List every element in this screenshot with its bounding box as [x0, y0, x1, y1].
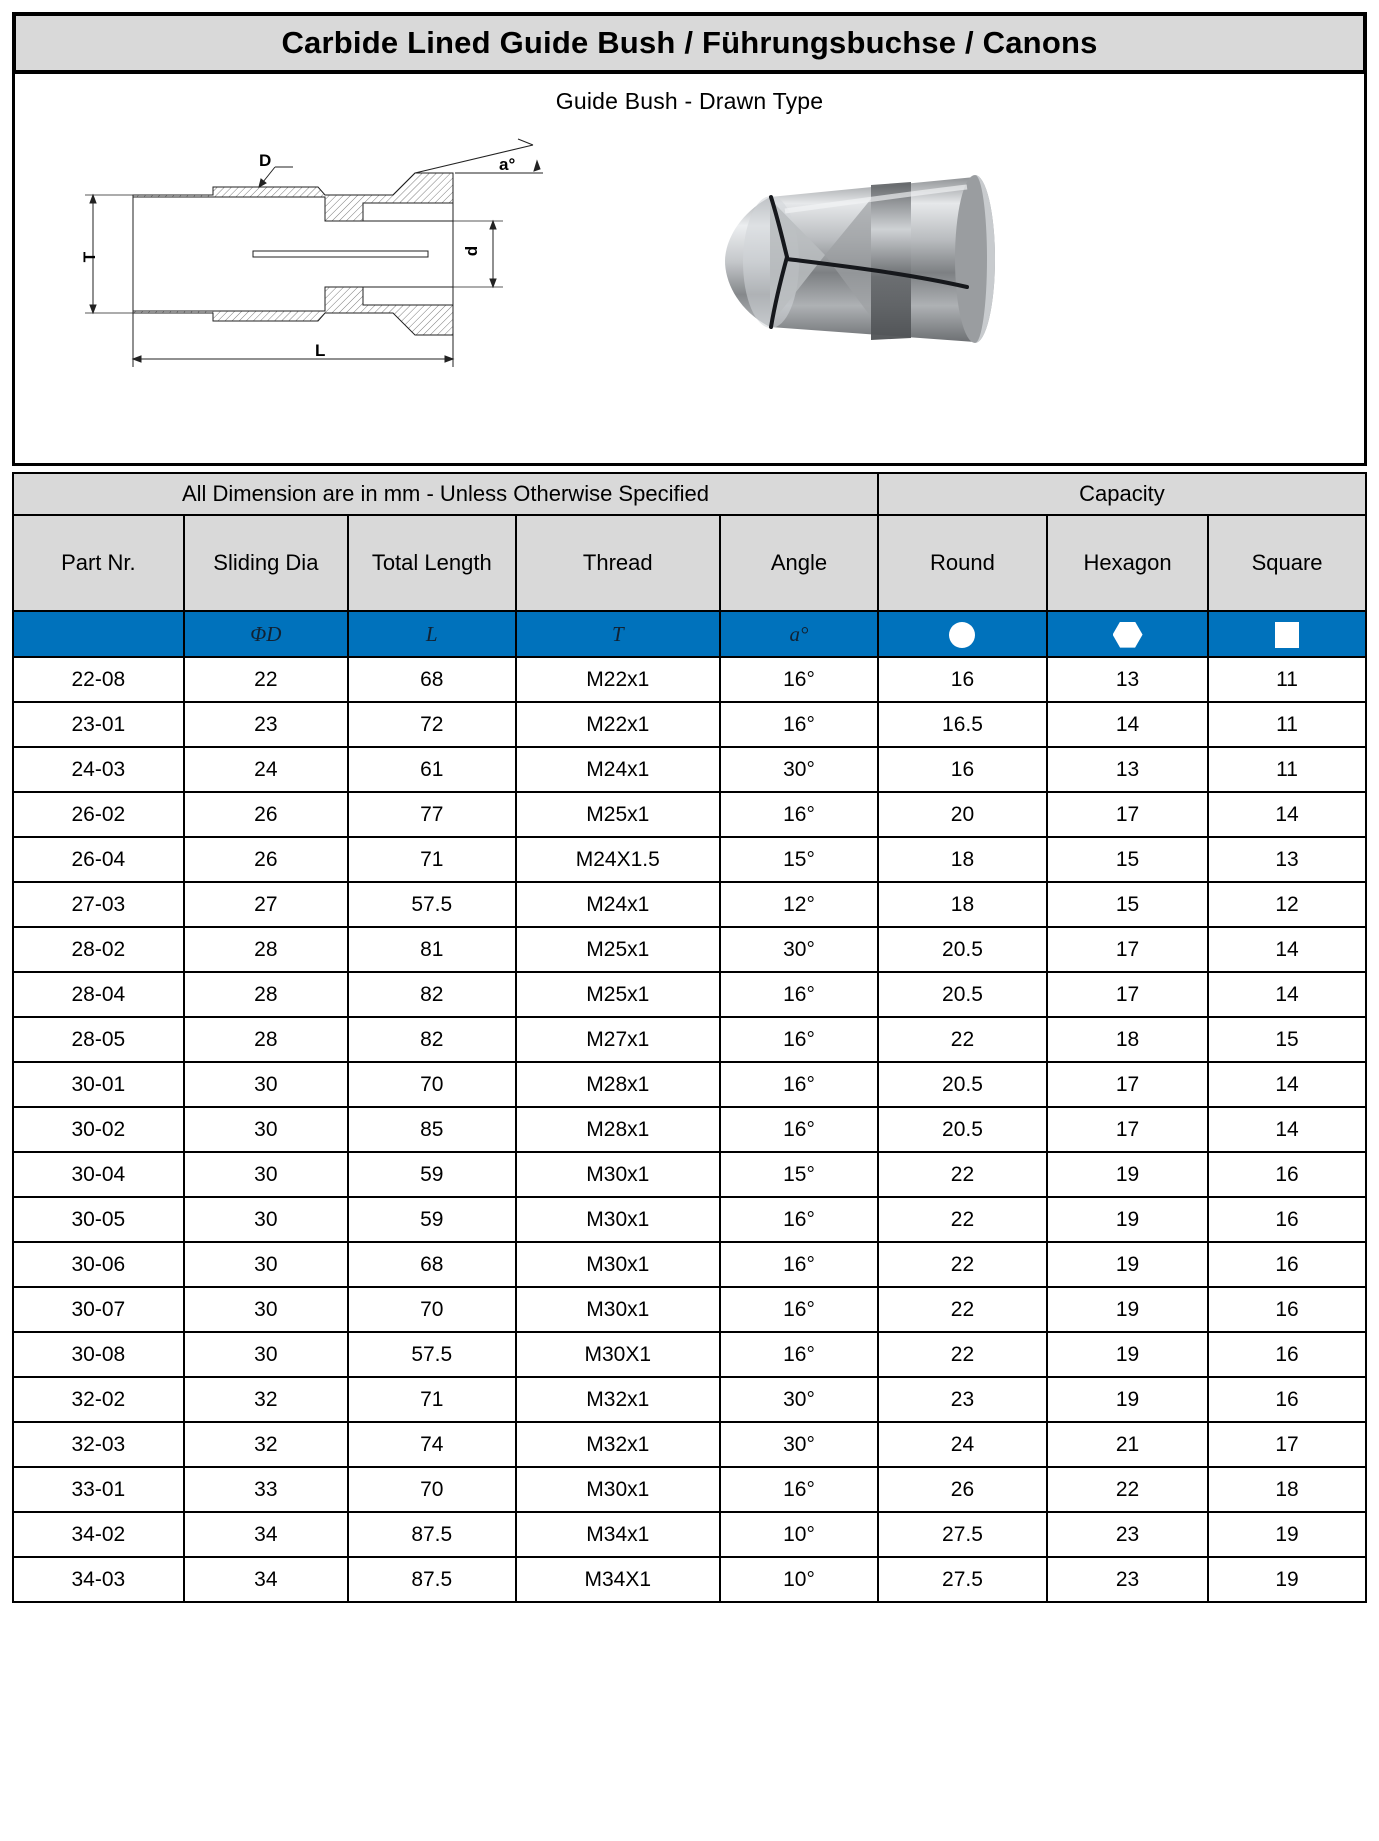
cell-part-nr: 32-03 — [13, 1422, 184, 1467]
cell-hexagon: 15 — [1047, 837, 1208, 882]
cell-sliding-dia: 32 — [184, 1377, 348, 1422]
figure-panel — [12, 74, 1367, 466]
cell-angle: 16° — [720, 972, 878, 1017]
cell-thread: M25x1 — [516, 927, 721, 972]
cell-total-length: 57.5 — [348, 1332, 516, 1377]
cell-total-length: 68 — [348, 1242, 516, 1287]
cell-hexagon: 18 — [1047, 1017, 1208, 1062]
label-L: L — [315, 341, 326, 360]
symbol-part — [13, 611, 184, 657]
cell-hexagon: 19 — [1047, 1152, 1208, 1197]
page-title: Carbide Lined Guide Bush / Führungsbuchse / Canons — [281, 25, 1098, 60]
cell-part-nr: 26-04 — [13, 837, 184, 882]
figure-body — [15, 115, 1364, 415]
cell-total-length: 59 — [348, 1197, 516, 1242]
table-row — [13, 1287, 1366, 1332]
table-group-header-row — [13, 473, 1366, 515]
table-row — [13, 1107, 1366, 1152]
cell-thread: M30x1 — [516, 1152, 721, 1197]
cell-total-length: 70 — [348, 1287, 516, 1332]
cell-part-nr: 28-04 — [13, 972, 184, 1017]
cell-angle: 16° — [720, 1242, 878, 1287]
symbol-round — [878, 611, 1047, 657]
cell-sliding-dia: 34 — [184, 1557, 348, 1602]
cell-thread: M30X1 — [516, 1332, 721, 1377]
table-row — [13, 1197, 1366, 1242]
cell-thread: M25x1 — [516, 792, 721, 837]
group-header-capacity: Capacity — [878, 473, 1366, 515]
cell-hexagon: 23 — [1047, 1557, 1208, 1602]
cell-sliding-dia: 28 — [184, 972, 348, 1017]
cell-round: 16 — [878, 657, 1047, 702]
cell-hexagon: 17 — [1047, 1062, 1208, 1107]
cell-thread: M30x1 — [516, 1467, 721, 1512]
hexagon-icon — [1113, 622, 1143, 648]
column-header-square: Square — [1208, 515, 1366, 611]
cell-total-length: 68 — [348, 657, 516, 702]
table-row — [13, 702, 1366, 747]
cell-square: 17 — [1208, 1422, 1366, 1467]
cell-hexagon: 17 — [1047, 792, 1208, 837]
table-row — [13, 792, 1366, 837]
square-icon — [1275, 622, 1299, 648]
table-row — [13, 1557, 1366, 1602]
cell-angle: 30° — [720, 1377, 878, 1422]
cell-angle: 16° — [720, 1287, 878, 1332]
cell-part-nr: 28-05 — [13, 1017, 184, 1062]
cell-part-nr: 33-01 — [13, 1467, 184, 1512]
cell-angle: 16° — [720, 1197, 878, 1242]
table-body — [13, 657, 1366, 1602]
cell-thread: M22x1 — [516, 702, 721, 747]
cell-sliding-dia: 33 — [184, 1467, 348, 1512]
cell-square: 11 — [1208, 702, 1366, 747]
cell-part-nr: 34-02 — [13, 1512, 184, 1557]
cell-total-length: 71 — [348, 1377, 516, 1422]
cell-hexagon: 22 — [1047, 1467, 1208, 1512]
cell-round: 22 — [878, 1017, 1047, 1062]
table-row — [13, 927, 1366, 972]
column-header-sliding-dia: Sliding Dia — [184, 515, 348, 611]
table-row — [13, 972, 1366, 1017]
cell-thread: M25x1 — [516, 972, 721, 1017]
cell-thread: M22x1 — [516, 657, 721, 702]
cell-round: 22 — [878, 1287, 1047, 1332]
cell-sliding-dia: 23 — [184, 702, 348, 747]
cell-round: 16.5 — [878, 702, 1047, 747]
cell-square: 19 — [1208, 1557, 1366, 1602]
cell-thread: M34x1 — [516, 1512, 721, 1557]
table-column-header-row — [13, 515, 1366, 611]
cell-round: 18 — [878, 837, 1047, 882]
cell-angle: 16° — [720, 1332, 878, 1377]
cell-square: 13 — [1208, 837, 1366, 882]
label-angle: a° — [499, 155, 516, 174]
cell-part-nr: 27-03 — [13, 882, 184, 927]
cell-thread: M32x1 — [516, 1377, 721, 1422]
cell-angle: 15° — [720, 1152, 878, 1197]
cell-round: 18 — [878, 882, 1047, 927]
cell-hexagon: 19 — [1047, 1197, 1208, 1242]
guide-bush-photo — [675, 137, 1065, 387]
cell-angle: 16° — [720, 702, 878, 747]
cell-hexagon: 17 — [1047, 972, 1208, 1017]
cell-sliding-dia: 27 — [184, 882, 348, 927]
cell-round: 26 — [878, 1467, 1047, 1512]
table-row — [13, 1332, 1366, 1377]
cell-part-nr: 30-02 — [13, 1107, 184, 1152]
cell-angle: 10° — [720, 1557, 878, 1602]
cell-thread: M28x1 — [516, 1107, 721, 1152]
cell-sliding-dia: 28 — [184, 927, 348, 972]
table-row — [13, 837, 1366, 882]
cell-hexagon: 23 — [1047, 1512, 1208, 1557]
cell-round: 20.5 — [878, 972, 1047, 1017]
cell-angle: 16° — [720, 792, 878, 837]
cell-square: 14 — [1208, 1107, 1366, 1152]
table-row — [13, 1242, 1366, 1287]
cell-thread: M30x1 — [516, 1242, 721, 1287]
cell-hexagon: 21 — [1047, 1422, 1208, 1467]
cell-sliding-dia: 26 — [184, 792, 348, 837]
cell-hexagon: 19 — [1047, 1377, 1208, 1422]
table-row — [13, 1377, 1366, 1422]
cell-round: 27.5 — [878, 1512, 1047, 1557]
symbol-hexagon — [1047, 611, 1208, 657]
cell-thread: M32x1 — [516, 1422, 721, 1467]
cell-thread: M34X1 — [516, 1557, 721, 1602]
cell-part-nr: 30-08 — [13, 1332, 184, 1377]
symbol-angle: a° — [720, 611, 878, 657]
column-header-total-length: Total Length — [348, 515, 516, 611]
title-banner — [12, 12, 1367, 74]
cell-thread: M24X1.5 — [516, 837, 721, 882]
symbol-sliding-dia: ΦD — [184, 611, 348, 657]
cell-round: 22 — [878, 1332, 1047, 1377]
cell-thread: M27x1 — [516, 1017, 721, 1062]
cell-part-nr: 30-07 — [13, 1287, 184, 1332]
cell-square: 11 — [1208, 657, 1366, 702]
cell-square: 19 — [1208, 1512, 1366, 1557]
cell-total-length: 82 — [348, 1017, 516, 1062]
cell-total-length: 70 — [348, 1467, 516, 1512]
cell-angle: 15° — [720, 837, 878, 882]
cell-sliding-dia: 30 — [184, 1062, 348, 1107]
cell-square: 15 — [1208, 1017, 1366, 1062]
cell-hexagon: 19 — [1047, 1287, 1208, 1332]
label-T: T — [80, 251, 100, 263]
column-header-hexagon: Hexagon — [1047, 515, 1208, 611]
cell-thread: M30x1 — [516, 1197, 721, 1242]
table-row — [13, 657, 1366, 702]
cell-angle: 10° — [720, 1512, 878, 1557]
cross-section-drawing — [63, 129, 583, 379]
specification-table — [12, 472, 1367, 1603]
cell-square: 16 — [1208, 1287, 1366, 1332]
cell-total-length: 81 — [348, 927, 516, 972]
cell-hexagon: 13 — [1047, 657, 1208, 702]
label-D: D — [259, 151, 272, 170]
table-row — [13, 882, 1366, 927]
table-row — [13, 1422, 1366, 1467]
cell-total-length: 61 — [348, 747, 516, 792]
cell-total-length: 70 — [348, 1062, 516, 1107]
column-header-round: Round — [878, 515, 1047, 611]
cell-sliding-dia: 30 — [184, 1242, 348, 1287]
cell-square: 16 — [1208, 1197, 1366, 1242]
cell-angle: 16° — [720, 1107, 878, 1152]
cell-part-nr: 30-01 — [13, 1062, 184, 1107]
table-row — [13, 1062, 1366, 1107]
cell-thread: M28x1 — [516, 1062, 721, 1107]
cell-square: 14 — [1208, 792, 1366, 837]
table-row — [13, 1512, 1366, 1557]
symbol-thread: T — [516, 611, 721, 657]
cell-round: 20.5 — [878, 1107, 1047, 1152]
cell-round: 20.5 — [878, 1062, 1047, 1107]
cell-part-nr: 32-02 — [13, 1377, 184, 1422]
table-row — [13, 747, 1366, 792]
cell-total-length: 85 — [348, 1107, 516, 1152]
figure-subtitle: Guide Bush - Drawn Type — [555, 88, 824, 114]
cell-square: 14 — [1208, 927, 1366, 972]
symbol-square — [1208, 611, 1366, 657]
cell-square: 16 — [1208, 1242, 1366, 1287]
cell-part-nr: 30-06 — [13, 1242, 184, 1287]
cell-round: 22 — [878, 1242, 1047, 1287]
cell-round: 20.5 — [878, 927, 1047, 972]
group-header-dimensions: All Dimension are in mm - Unless Otherwise Specified — [13, 473, 878, 515]
cell-part-nr: 22-08 — [13, 657, 184, 702]
cell-square: 11 — [1208, 747, 1366, 792]
column-header-thread: Thread — [516, 515, 721, 611]
cell-hexagon: 19 — [1047, 1332, 1208, 1377]
cell-hexagon: 17 — [1047, 1107, 1208, 1152]
circle-icon — [949, 622, 975, 648]
dimension-angle-leader — [415, 139, 543, 173]
cell-sliding-dia: 32 — [184, 1422, 348, 1467]
table-row — [13, 1017, 1366, 1062]
cell-hexagon: 14 — [1047, 702, 1208, 747]
cell-round: 20 — [878, 792, 1047, 837]
cell-total-length: 72 — [348, 702, 516, 747]
cell-angle: 30° — [720, 927, 878, 972]
cell-part-nr: 34-03 — [13, 1557, 184, 1602]
guide-bush-photo-svg — [675, 137, 1065, 387]
cell-hexagon: 19 — [1047, 1242, 1208, 1287]
cell-square: 16 — [1208, 1152, 1366, 1197]
cell-hexagon: 15 — [1047, 882, 1208, 927]
cell-part-nr: 24-03 — [13, 747, 184, 792]
cell-angle: 16° — [720, 1017, 878, 1062]
cell-total-length: 57.5 — [348, 882, 516, 927]
cell-sliding-dia: 22 — [184, 657, 348, 702]
cell-sliding-dia: 30 — [184, 1107, 348, 1152]
cell-square: 14 — [1208, 1062, 1366, 1107]
cell-thread: M24x1 — [516, 747, 721, 792]
cell-round: 23 — [878, 1377, 1047, 1422]
cell-part-nr: 30-04 — [13, 1152, 184, 1197]
cell-total-length: 87.5 — [348, 1512, 516, 1557]
table-symbol-row — [13, 611, 1366, 657]
cell-square: 16 — [1208, 1377, 1366, 1422]
cell-square: 14 — [1208, 972, 1366, 1017]
column-header-part-nr: Part Nr. — [13, 515, 184, 611]
cell-round: 16 — [878, 747, 1047, 792]
cell-angle: 16° — [720, 1467, 878, 1512]
cell-thread: M24x1 — [516, 882, 721, 927]
cell-thread: M30x1 — [516, 1287, 721, 1332]
cell-square: 12 — [1208, 882, 1366, 927]
cell-part-nr: 26-02 — [13, 792, 184, 837]
cell-square: 18 — [1208, 1467, 1366, 1512]
cell-angle: 30° — [720, 747, 878, 792]
cell-round: 22 — [878, 1152, 1047, 1197]
cell-hexagon: 13 — [1047, 747, 1208, 792]
cell-sliding-dia: 30 — [184, 1197, 348, 1242]
cell-sliding-dia: 30 — [184, 1152, 348, 1197]
cell-total-length: 71 — [348, 837, 516, 882]
cell-round: 27.5 — [878, 1557, 1047, 1602]
table-row — [13, 1152, 1366, 1197]
symbol-total-length: L — [348, 611, 516, 657]
cell-sliding-dia: 30 — [184, 1332, 348, 1377]
cell-round: 24 — [878, 1422, 1047, 1467]
cell-hexagon: 17 — [1047, 927, 1208, 972]
cell-angle: 30° — [720, 1422, 878, 1467]
cell-square: 16 — [1208, 1332, 1366, 1377]
cell-angle: 16° — [720, 657, 878, 702]
label-d: d — [462, 245, 482, 257]
cell-total-length: 74 — [348, 1422, 516, 1467]
cell-round: 22 — [878, 1197, 1047, 1242]
cell-sliding-dia: 26 — [184, 837, 348, 882]
cell-part-nr: 23-01 — [13, 702, 184, 747]
cell-sliding-dia: 30 — [184, 1287, 348, 1332]
cell-total-length: 77 — [348, 792, 516, 837]
cell-sliding-dia: 24 — [184, 747, 348, 792]
cell-sliding-dia: 28 — [184, 1017, 348, 1062]
table-row — [13, 1467, 1366, 1512]
cell-angle: 16° — [720, 1062, 878, 1107]
cell-total-length: 82 — [348, 972, 516, 1017]
cell-angle: 12° — [720, 882, 878, 927]
cell-total-length: 59 — [348, 1152, 516, 1197]
cell-part-nr: 30-05 — [13, 1197, 184, 1242]
cell-total-length: 87.5 — [348, 1557, 516, 1602]
cell-sliding-dia: 34 — [184, 1512, 348, 1557]
cell-part-nr: 28-02 — [13, 927, 184, 972]
column-header-angle: Angle — [720, 515, 878, 611]
